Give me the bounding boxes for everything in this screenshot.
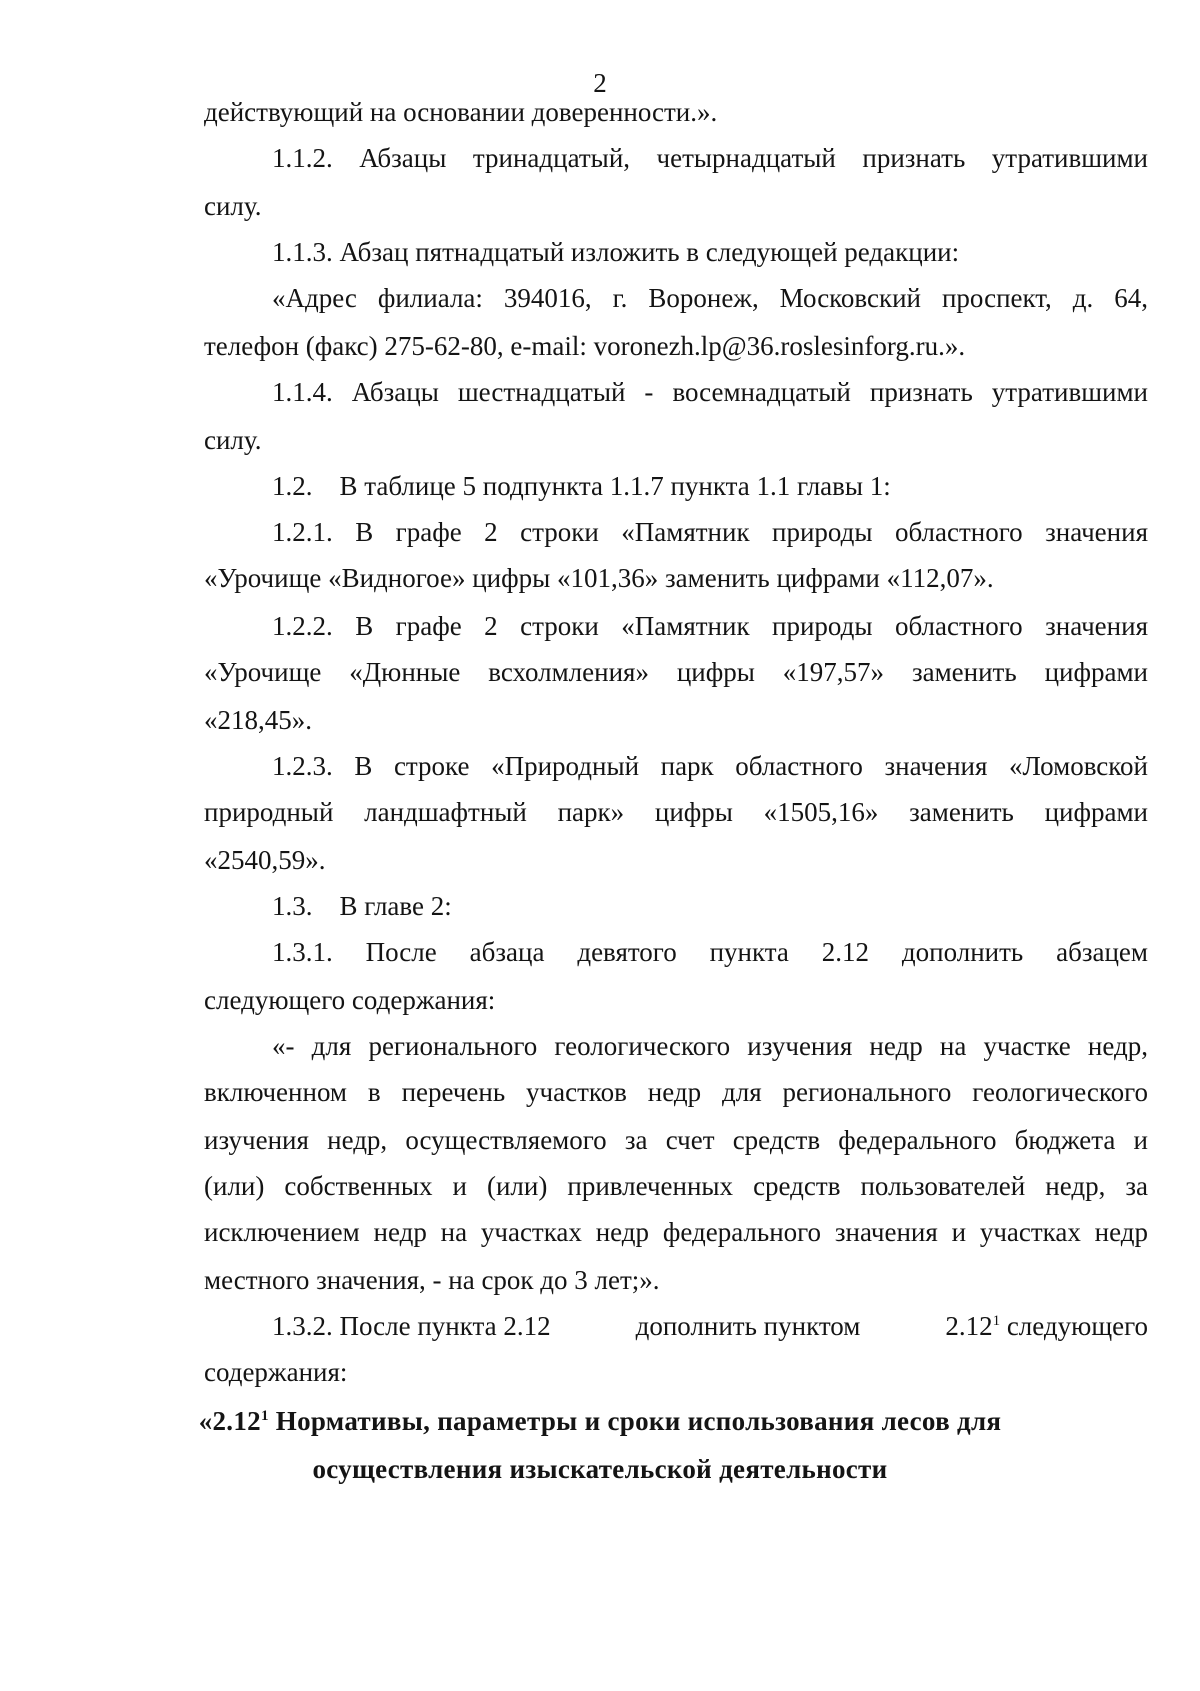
superscript: 1	[260, 1408, 269, 1424]
text-fragment: дополнить пунктом	[635, 1311, 861, 1341]
text-line: природный ландшафтный парк» цифры «1505,16» заменить цифрами	[204, 797, 1148, 827]
text-line: 1.2. В таблице 5 подпункта 1.1.7 пункта 1.1 главы 1:	[272, 471, 891, 501]
section-heading: «2.12$^1$ Нормативы, параметры и сроки использования лесов для	[198, 1406, 1002, 1436]
text-line: «218,45».	[204, 705, 312, 735]
text-line: включенном в перечень участков недр для регионального геологического	[204, 1077, 1148, 1107]
text-line: «2540,59».	[204, 845, 326, 875]
text-line: 1.1.2. Абзацы тринадцатый, четырнадцатый признать утратившими	[272, 143, 1148, 173]
text-line: 1.2.3. В строке «Природный парк областного значения «Ломовской	[272, 751, 1148, 781]
text-line: 1.2.1. В графе 2 строки «Памятник природы областного значения	[272, 517, 1148, 547]
text-line: содержания:	[204, 1357, 348, 1387]
text-line: исключением недр на участках недр федерального значения и участках недр	[204, 1217, 1148, 1247]
text-line: «- для регионального геологического изучения недр на участке недр,	[272, 1031, 1148, 1061]
text-line: «Урочище «Видногое» цифры «101,36» заменить цифрами «112,07».	[204, 563, 994, 593]
section-heading-line2: осуществления изыскательской деятельности	[312, 1454, 888, 1484]
text-line: телефон (факс) 275-62-80, e-mail: voronezh.lp@36.roslesinforg.ru.».	[204, 331, 966, 361]
text-line: (или) собственных и (или) привлеченных средств пользователей недр, за	[204, 1171, 1148, 1201]
text-line: действующий на основании доверенности.».	[204, 97, 718, 127]
text-line: изучения недр, осуществляемого за счет средств федерального бюджета и	[204, 1125, 1148, 1155]
text-line	[272, 1310, 1148, 1342]
text-line: 1.1.4. Абзацы шестнадцатый - восемнадцатый признать утратившими	[272, 377, 1148, 407]
text-line: силу.	[204, 425, 262, 455]
superscript: 1	[992, 1313, 1001, 1329]
text-line: 1.1.3. Абзац пятнадцатый изложить в следующей редакции:	[272, 237, 960, 267]
text-line: местного значения, - на срок до 3 лет;».	[204, 1265, 660, 1295]
text-line: следующего содержания:	[204, 985, 496, 1015]
text-line: 1.3.1. После абзаца девятого пункта 2.12 дополнить абзацем	[272, 937, 1148, 967]
text-fragment: 1.3.2. После пункта 2.12	[272, 1311, 551, 1341]
text-line: «Адрес филиала: 394016, г. Воронеж, Московский проспект, д. 64,	[272, 283, 1148, 313]
text-line: «Урочище «Дюнные всхолмления» цифры «197,57» заменить цифрами	[204, 657, 1148, 687]
text-line: 1.2.2. В графе 2 строки «Памятник природы областного значения	[272, 611, 1148, 641]
text-fragment: 2.12$^1$ следующего	[945, 1311, 1148, 1341]
page-number: 2	[593, 68, 607, 98]
text-line: силу.	[204, 191, 262, 221]
text-line: 1.3. В главе 2:	[272, 891, 452, 921]
